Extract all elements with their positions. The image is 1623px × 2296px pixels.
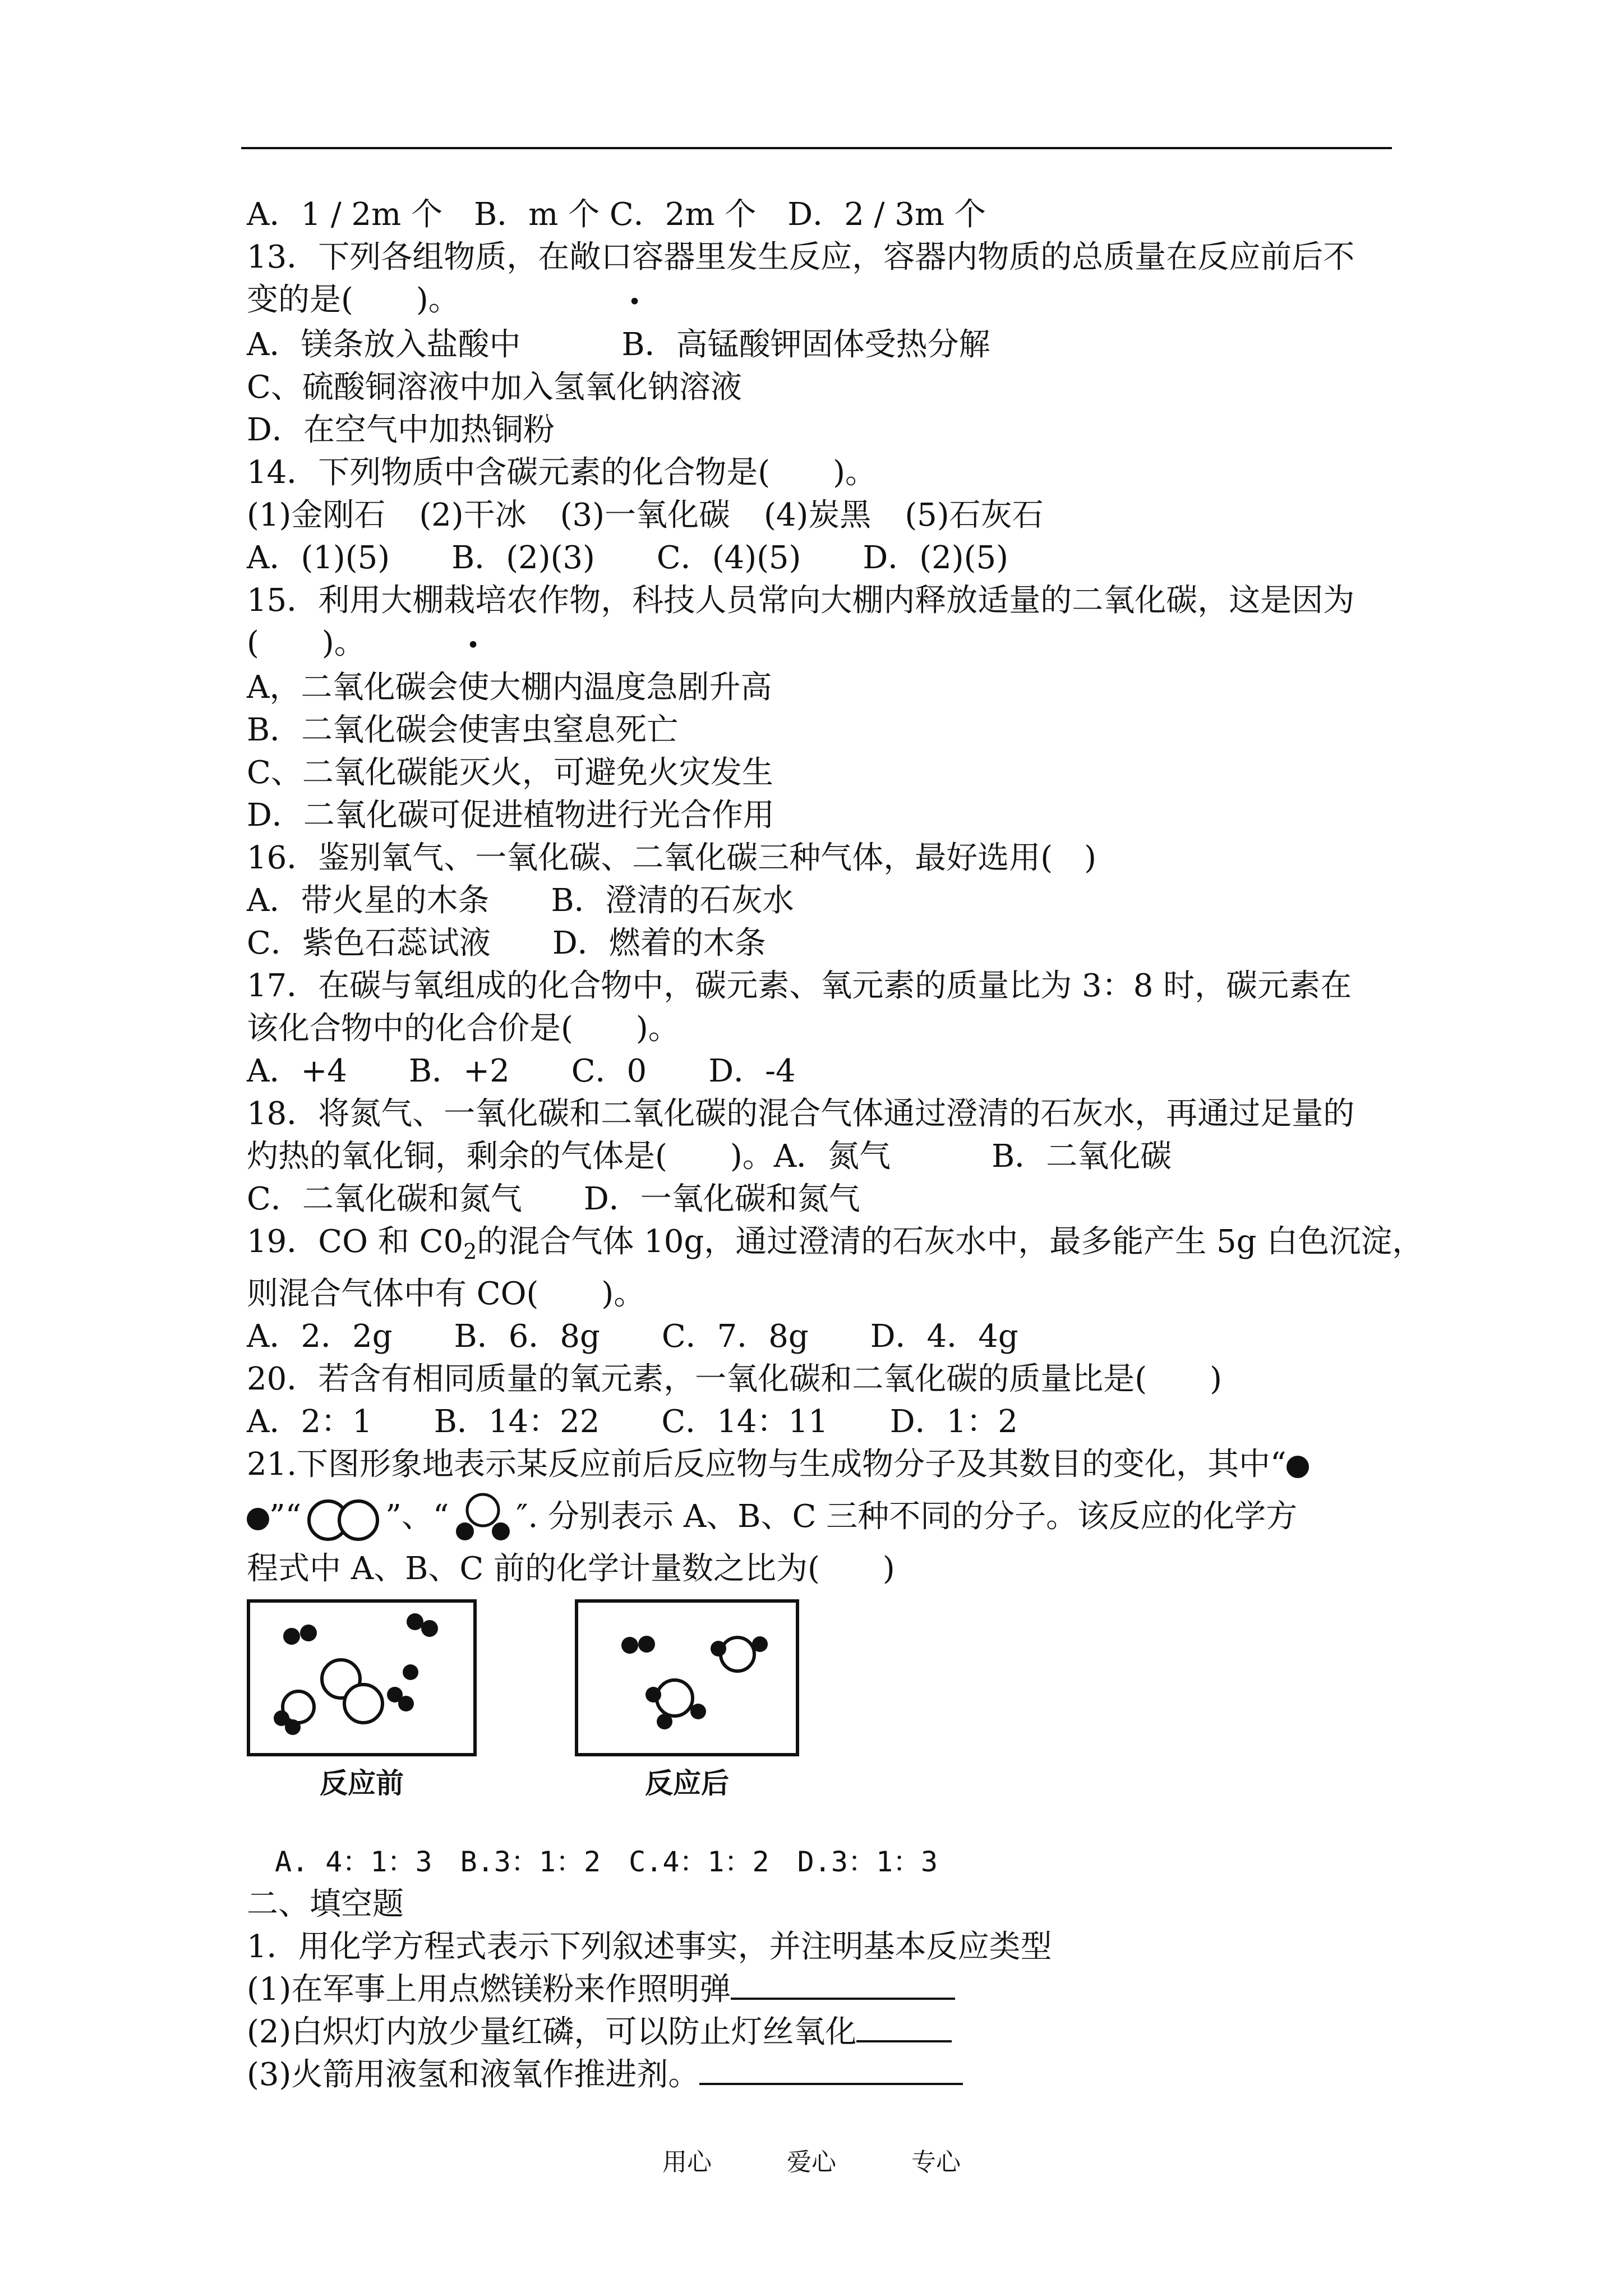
q14-stem: 14．下列物质中含碳元素的化合物是( )。 [247,454,877,491]
footer-text: 爱心 [787,2148,836,2177]
atom-icon [1287,1456,1309,1478]
atom-icon [247,1508,269,1530]
q15-stem-line2: ( )。 • [247,624,480,661]
footer-text: 用心 [662,2148,712,2177]
figure-after [575,1599,799,1801]
fill-item-2: (2)白炽灯内放少量红磷，可以防止灯丝氧化 [247,2011,1396,2054]
q16-options-ab: A．带火星的木条 B．澄清的石灰水 [247,882,794,919]
scan-dot-icon: • [628,289,642,315]
q13-option-a: A．镁条放入盐酸中 [247,326,521,363]
footer-text: 专心 [911,2148,961,2177]
q14-items: (1)金刚石 (2)干冰 (3)一氧化碳 (4)炭黑 (5)石灰石 [247,496,1044,533]
q13-stem-line1: 13．下列各组物质，在敞口容器里发生反应，容器内物质的总质量在反应前后不 [247,239,1355,275]
q20-options: A．2：1 B．14：22 C．14：11 D．1：2 [247,1404,1018,1441]
answer-blank[interactable] [699,2054,963,2085]
q21-options: A. 4：1：3 B.3：1：2 C.4：1：2 D.3：1：3 [275,1846,938,1879]
q15-option-a: A，二氧化碳会使大棚内温度急剧升高 [247,669,772,706]
q15-stem-line1: 15．利用大棚栽培农作物，科技人员常向大棚内释放适量的二氧化碳，这是因为 [247,582,1355,619]
section2-q1-stem: 1．用化学方程式表示下列叙述事实，并注明基本反应类型 [247,1929,1052,1966]
q17-stem-line1: 17．在碳与氧组成的化合物中，碳元素、氧元素的质量比为 3：8 时，碳元素在 [247,968,1352,1004]
q14-options: A．(1)(5) B．(2)(3) C．(4)(5) D．(2)(5) [247,539,1008,576]
fill-item-3: (3)火箭用液氢和液氧作推进剂。 [247,2054,1396,2096]
q21-stem-line2: ”“ ”、“ ″. 分别表示 A、B、C 三种不同的分子。该反应的化学方 [247,1486,1396,1548]
caption-after: 反应后 [645,1767,729,1800]
q13-options-ab [247,324,1396,366]
caption-before: 反应前 [320,1767,404,1800]
q18-stem-line2: 灼热的氧化铜，剩余的气体是( )。A．氮气 B．二氧化碳 [247,1138,1172,1175]
q13-stem-line2: 变的是( )。 • [247,282,642,318]
molecule-b-icon [301,1497,385,1542]
answer-blank[interactable] [731,1968,955,2000]
q19-stem-line2: 则混合气体中有 CO( )。 [247,1276,645,1313]
fill-item-1: (1)在军事上用点燃镁粉来作照明弹 [247,1968,1396,2011]
answer-blank[interactable] [856,2011,952,2042]
q13-option-c: C、硫酸铜溶液中加入氢氧化钠溶液 [247,369,742,406]
q17-options: A．+4 B．+2 C．0 D．-4 [247,1053,796,1089]
reaction-figures [247,1599,1396,1841]
q13-option-d: D．在空气中加热铜粉 [247,411,555,448]
box-before [247,1599,477,1756]
scan-dot-icon: • [466,632,480,658]
q17-stem-line2: 该化合物中的化合价是( )。 [247,1010,680,1047]
section2-title: 二、填空题 [247,1886,404,1923]
q21-stem-line1: 21.下图形象地表示某反应前后反应物与生成物分子及其数目的变化，其中“ [247,1443,1396,1486]
q15-option-d: D．二氧化碳可促进植物进行光合作用 [247,797,774,834]
figure-before [247,1599,477,1801]
q19-options: A．2．2g B．6．8g C．7．8g D．4．4g [247,1318,1018,1355]
q18-stem-line1: 18．将氮气、一氧化碳和二氧化碳的混合气体通过澄清的石灰水，再通过足量的 [247,1096,1355,1132]
header-rule [241,147,1392,149]
q16-options-cd: C．紫色石蕊试液 D．燃着的木条 [247,925,766,961]
q12-options: A．1 / 2m 个 B．m 个 C．2m 个 D．2 / 3m 个 [247,196,986,233]
q21-stem-line3: 程式中 A、B、C 前的化学计量数之比为( ) [247,1550,895,1588]
q19-stem-line1: 19．CO 和 $C0_2$的混合气体 10g，通过澄清的石灰水中，最多能产生 5g 白色沉淀， [247,1223,1424,1264]
q13-option-b: B．高锰酸钾固体受热分解 [621,326,990,363]
q15-option-c: C、二氧化碳能灭火，可避免火灾发生 [247,754,773,791]
q15-option-b: B．二氧化碳会使害虫窒息死亡 [247,712,679,748]
q20-stem: 20．若含有相同质量的氧元素，一氧化碳和二氧化碳的质量比是( ) [247,1361,1222,1398]
molecule-c-icon [449,1491,517,1547]
q16-stem: 16．鉴别氧气、一氧化碳、二氧化碳三种气体，最好选用( ) [247,840,1096,876]
page-footer [0,2142,1623,2178]
questions [247,194,1424,2096]
q18-options-cd: C．二氧化碳和氮气 D．一氧化碳和氮气 [247,1181,860,1217]
box-after [575,1599,799,1756]
